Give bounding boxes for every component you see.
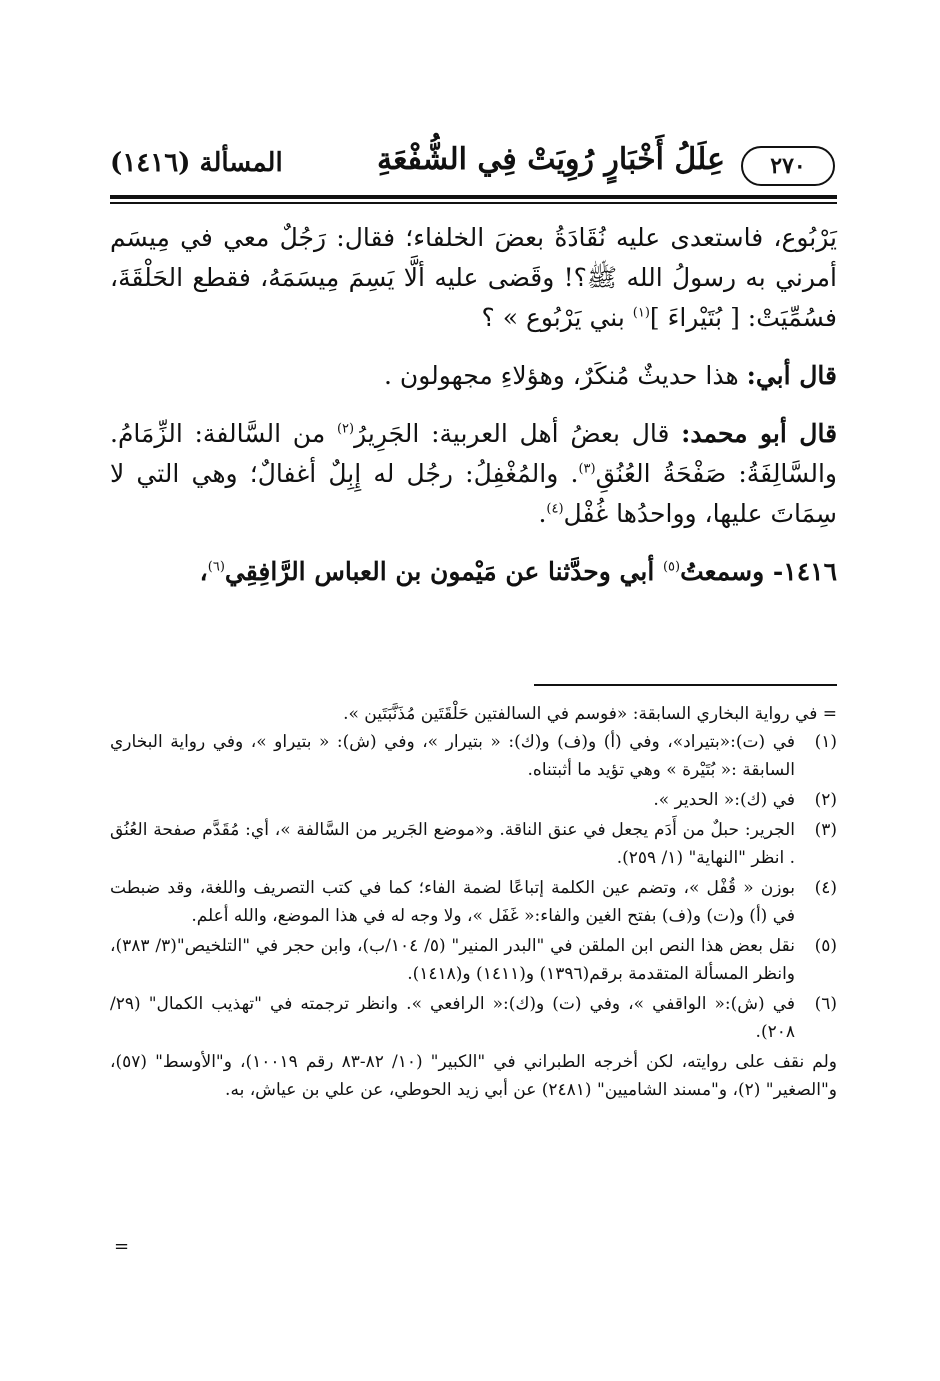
paragraph-2-text: هذا حديثٌ مُنكَرٌ، وهؤلاءِ مجهولون . (383, 361, 747, 390)
footnote-text: بوزن « قُفْل »، وتضم عين الكلمة إتباعًا لضمة الفاء؛ كما في كتب التصريف واللغة، وقد ضبطت في (أ) و(ت) و(ف) بفتح الغين والفاء:« غَفَل »، ولا وجه له في هذا الموضع، والله أعلم. (110, 878, 795, 926)
paragraph-1-end: بني يَرْبُوع » ؟ (481, 303, 633, 332)
continuation-mark: = (114, 1236, 130, 1257)
footnote-number: (٤) (814, 878, 837, 898)
paragraph-3 (110, 414, 837, 534)
paragraph-2 (110, 356, 837, 396)
footnote-6-continuation: ولم نقف على روايته، لكن أخرجه الطبراني في "الكبير" (١٠/ ٨٢-٨٣ رقم ١٠٠١٩)، و"الأوسط" (٥٧)، و"الصغير" (٢)، و"مسند الشاميين" (٢٤٨١) عن أبي زيد الحوطي، عن علي بن عياش، به. (110, 1052, 837, 1100)
page-number: ٢٧٠ (741, 146, 835, 186)
footnote-ref-4[interactable]: (٤) (546, 501, 564, 517)
paragraph-4 (110, 552, 837, 592)
paragraph-3-text-d: . (538, 499, 547, 528)
footnote-number: (٦) (814, 994, 837, 1014)
footnote-text: في (ك):« الحدير ». (653, 790, 795, 810)
footnote-ref-1[interactable]: (١) (632, 305, 650, 321)
footnote-3 (110, 816, 837, 872)
footnotes (110, 700, 837, 1104)
paragraph-1-text: يَرْبُوع، فاستعدى عليه نُقَادَةُ بعضَ الخلفاء؛ فقال: رَجُلٌ معي في مِيسَم أمرني به رسولُ الله ﷺ؟! وقَضى عليه ألَّا يَسِمَ مِيسَمَهُ، فقطع الحَلْقَةَ، فسُمِّيَتْ: [ بُتَيْراءَ ] (110, 223, 837, 332)
paragraph-3-text-c: . والمُغْفِلُ: رجُل له إِبِلٌ أغفالٌ؛ وهي التي لا سِمَاتَ عليها، وواحدُها غُفْل (110, 459, 837, 528)
footnote-number: (٢) (814, 790, 837, 810)
footnote-ref-5[interactable]: (٥) (662, 559, 681, 575)
footnote-text: الجرير: حبلٌ من أَدَم يجعل في عنق الناقة. و«موضع الجَرير من السَّالفة »، أي: مُقَدَّم صفحة العُنُق . انظر "النهاية" (١/ ٢٥٩). (110, 820, 795, 868)
footnote-text: نقل بعض هذا النص ابن الملقن في "البدر المنير" (٥/ ١٠٤/ب)، وابن حجر في "التلخيص"(٣/ ٣٨٣)، وانظر المسألة المتقدمة برقم(١٣٩٦) و(١٤١١) و(١٤١٨). (110, 936, 795, 984)
paragraph-2-lead: قال أبي: (746, 361, 837, 390)
header-rule-thick (110, 195, 837, 199)
footnote-ref-3[interactable]: (٣) (578, 461, 596, 477)
paragraph-4-text-b: ، (199, 557, 208, 586)
footnote-number: (٥) (814, 936, 837, 956)
paragraph-3-text-b: من السَّالفة: الزِّمَامُ. والسَّالِفَةُ: صَفْحَةُ العُنُقِ (110, 419, 837, 488)
paragraph-3-text-a: قال بعضُ أهل العربية: الجَرِيرُ (354, 419, 682, 448)
issue-number: المسألة (١٤١٦) (110, 148, 283, 178)
footnote-text: في (ش):« الواقفي »، وفي (ت) و(ك):« الرافعي ». وانظر ترجمته في "تهذيب الكمال" (٢٩/ ٢٠٨). (110, 994, 795, 1042)
page-header (110, 140, 835, 190)
footnote-ref-2[interactable]: (٢) (336, 421, 355, 437)
footnote-ref-6[interactable]: (٦) (207, 559, 225, 575)
paragraph-1 (110, 218, 837, 338)
footnote-text: في (ت):«بتيراد»، وفي (أ) و(ف) و(ك): « بتيرار »، وفي (ش): « بتيراو »، وفي رواية البخاري السابقة :« بُتَيْرة » وهي تؤيد ما أثبتناه. (110, 732, 795, 780)
header-rule-thin (110, 202, 837, 204)
footnote-5 (110, 932, 837, 988)
footnote-6 (110, 990, 837, 1046)
footnote-4 (110, 874, 837, 930)
footnote-continued: = في رواية البخاري السابقة: «فوسم في السالفتين حَلْقَتَين مُذَنَّبَتَين ». (343, 704, 837, 724)
footnote-1 (110, 728, 837, 784)
footnote-2 (110, 786, 837, 814)
paragraph-4-lead: ١٤١٦- وسمعتُ (680, 557, 837, 586)
footnote-separator (534, 684, 837, 686)
footnote-number: (١) (814, 732, 837, 752)
footnote-number: (٣) (814, 820, 837, 840)
paragraph-3-lead: قال أبو محمد: (681, 419, 838, 448)
paragraph-4-text-a: أبي وحدَّثنا عن مَيْمون بن العباس الرَّافِقِي (224, 557, 663, 586)
book-title: عِلَلُ أَخْبَارٍ رُوِيَتْ فِي الشُّفْعَةِ (377, 142, 725, 177)
main-text (110, 218, 837, 592)
